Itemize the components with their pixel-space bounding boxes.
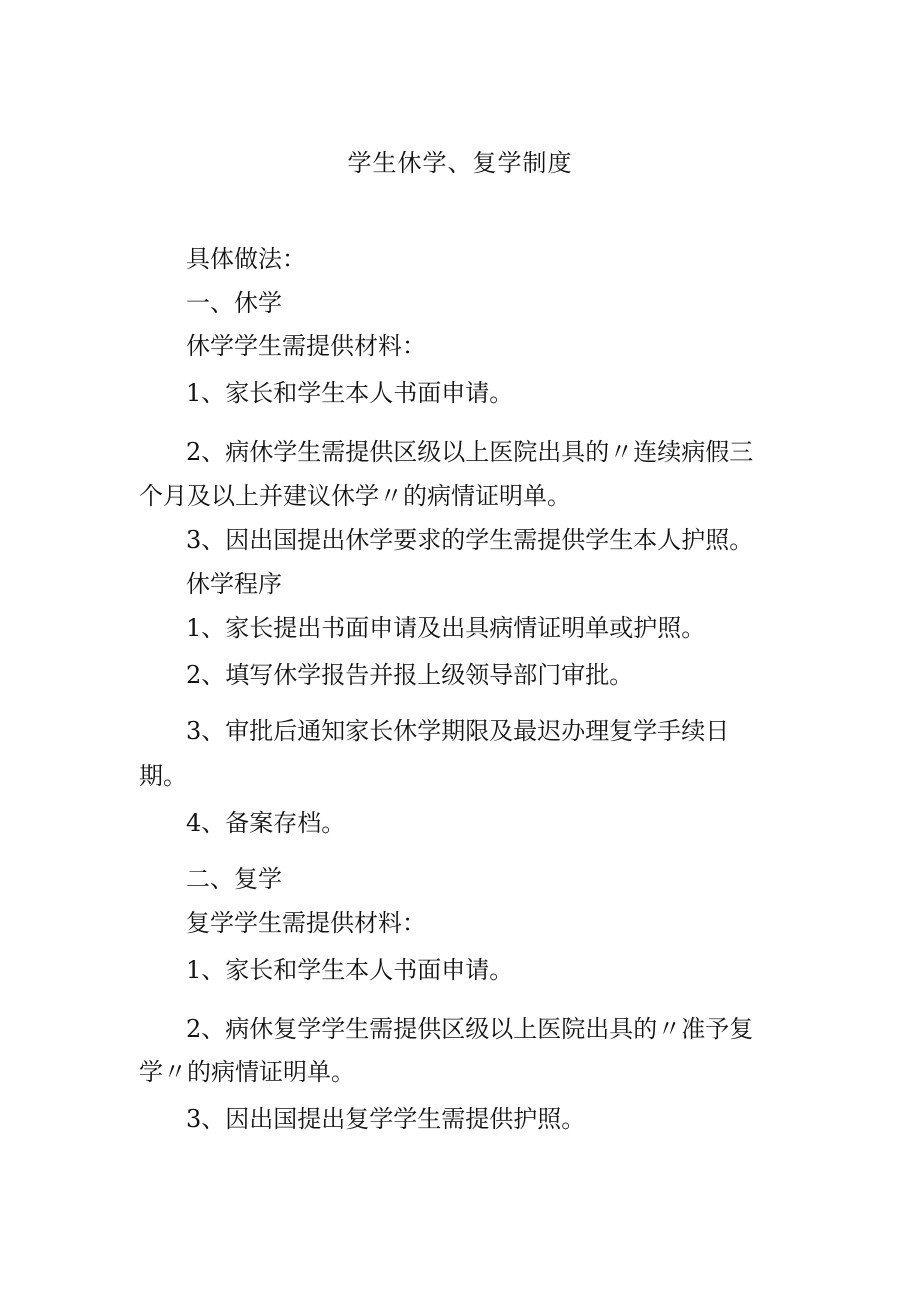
list-item-continuation: 学〃的病情证明单。	[139, 1058, 355, 1086]
list-item: 2、病休学生需提供区级以上医院出具的〃连续病假三	[186, 438, 754, 466]
subheading-resumption-materials: 复学学生需提供材料：	[186, 909, 426, 937]
list-item: 1、家长提出书面申请及出具病情证明单或护照。	[186, 614, 706, 642]
section-intro: 具体做法：	[186, 245, 306, 273]
list-item: 3、因出国提出复学学生需提供护照。	[186, 1105, 586, 1133]
list-item: 1、家长和学生本人书面申请。	[186, 956, 514, 984]
list-item-continuation: 个月及以上并建议休学〃的病情证明单。	[139, 482, 571, 510]
list-item: 3、审批后通知家长休学期限及最迟办理复学手续日	[186, 717, 730, 745]
list-item: 2、填写休学报告并报上级领导部门审批。	[186, 661, 634, 689]
subheading-suspension-procedure: 休学程序	[186, 570, 282, 598]
list-item: 2、病休复学学生需提供区级以上医院出具的〃准予复	[186, 1015, 754, 1043]
subheading-suspension-materials: 休学学生需提供材料：	[186, 332, 426, 360]
list-item: 3、因出国提出休学要求的学生需提供学生本人护照。	[186, 526, 754, 554]
list-item-continuation: 期。	[139, 762, 187, 790]
list-item: 1、家长和学生本人书面申请。	[186, 379, 514, 407]
document-title: 学生休学、复学制度	[347, 149, 573, 177]
section-heading-suspension: 一、休学	[186, 289, 282, 317]
list-item: 4、备案存档。	[186, 809, 346, 837]
section-heading-resumption: 二、复学	[186, 865, 282, 893]
